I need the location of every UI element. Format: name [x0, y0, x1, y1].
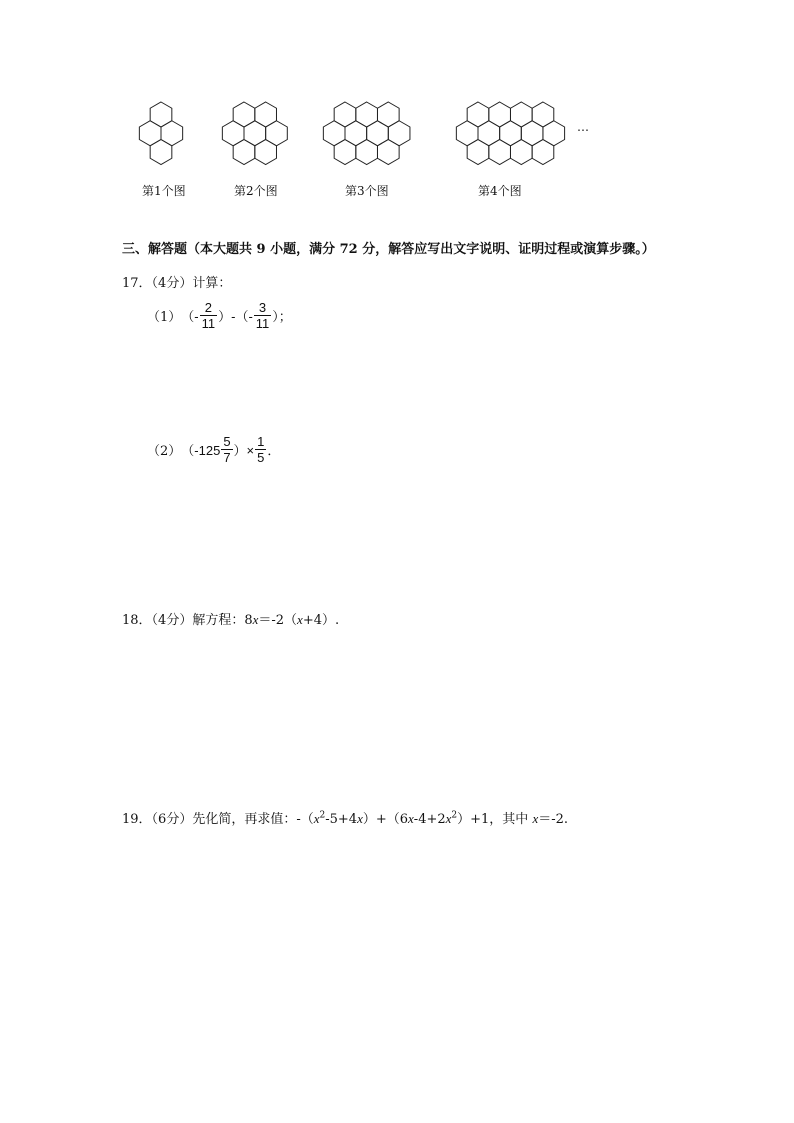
denominator: 5: [257, 450, 265, 465]
numerator: 1: [257, 434, 265, 449]
variable-x: x: [408, 811, 414, 826]
hexagon-fig2-middle: [266, 121, 288, 146]
hexagon-fig3-bottom: [356, 140, 378, 165]
operator-text: ）-（-: [218, 309, 253, 324]
question-19: [122, 808, 568, 827]
period: ．: [267, 444, 281, 459]
question-17-part-1: [147, 300, 292, 331]
denominator: 11: [201, 316, 216, 331]
variable-x: x: [532, 811, 539, 826]
question-18: [122, 609, 339, 628]
denominator: 11: [255, 316, 270, 331]
hexagon-fig4-middle: [500, 121, 522, 146]
hexagon-fig3-top: [356, 102, 378, 127]
denominator: 7: [223, 450, 231, 465]
figure-caption-2: 第2个图: [234, 184, 278, 198]
hexagon-fig3-top: [334, 102, 356, 127]
exponent: 2: [451, 810, 458, 821]
variable-x: x: [357, 811, 363, 826]
hexagon-figures: [0, 96, 794, 176]
equation-part: +4）.: [302, 613, 340, 628]
mixed-number-whole: （-125: [181, 443, 221, 458]
hexagon-fig3-middle: [367, 121, 389, 146]
paren-open: （-: [181, 309, 199, 324]
hexagon-fig4-top: [532, 102, 554, 127]
hexagon-fig4-middle: [521, 121, 543, 146]
hexagon-fig4-middle: [456, 121, 478, 146]
hexagon-fig4-bottom: [532, 140, 554, 165]
figure-caption-4: 第4个图: [478, 184, 522, 198]
hexagon-fig4-top: [510, 102, 532, 127]
numerator: 5: [223, 434, 231, 449]
variable-x: x: [297, 612, 303, 627]
hexagon-fig1-middle: [139, 121, 161, 146]
variable-x: x: [313, 811, 320, 826]
hexagon-fig4-bottom: [489, 140, 511, 165]
hexagon-fig3-top: [377, 102, 399, 127]
figure-caption-1: 第1个图: [142, 184, 186, 198]
hexagon-fig3-middle: [345, 121, 367, 146]
section-title: 三、解答题（本大题共 9 小题，满分 72 分，解答应写出文字说明、证明过程或演算步骤。）: [122, 242, 655, 257]
expr-part: ）+（6: [362, 812, 409, 827]
hexagon-fig1-top: [150, 102, 172, 127]
expr-part: ）+1，其中: [457, 812, 533, 827]
hexagon-fig2-bottom: [233, 140, 255, 165]
question-17-heading: 17．（4分）计算：: [122, 276, 232, 291]
hexagon-fig4-top: [489, 102, 511, 127]
question-17-part-2: [147, 434, 280, 465]
part-label: （1）: [147, 310, 182, 325]
hexagon-fig4-top: [467, 102, 489, 127]
hexagon-fig3-middle: [323, 121, 345, 146]
question-18-head: 18．（4分）解方程：8: [122, 613, 253, 628]
hexagon-fig1-middle: [161, 121, 183, 146]
paren-close: ）；: [272, 309, 292, 324]
hexagon-fig3-middle: [388, 121, 410, 146]
hexagon-fig2-top: [255, 102, 277, 127]
hexagon-fig3-bottom: [334, 140, 356, 165]
hexagon-fig1-bottom: [150, 140, 172, 165]
hexagon-pattern-figure: [0, 96, 794, 206]
variable-x: x: [252, 612, 259, 627]
hexagon-fig4-bottom: [467, 140, 489, 165]
operator-text: ）×: [233, 443, 255, 458]
hexagon-fig2-top: [233, 102, 255, 127]
hexagon-fig4-bottom: [510, 140, 532, 165]
fraction-1: [221, 434, 232, 465]
numerator: 2: [204, 300, 212, 315]
hexagon-fig4-middle: [478, 121, 500, 146]
equation-part: ＝-2（: [258, 613, 298, 628]
expr-part: ＝-2.: [538, 812, 569, 827]
numerator: 3: [258, 300, 267, 315]
part-label: （2）: [147, 444, 182, 459]
expr-part: -4+2: [413, 812, 446, 827]
hexagon-fig2-middle: [222, 121, 244, 146]
variable-x: x: [445, 811, 452, 826]
hexagon-fig4-middle: [543, 121, 565, 146]
figure-ellipsis: …: [577, 120, 589, 134]
hexagon-fig2-bottom: [255, 140, 277, 165]
fraction-2: [255, 434, 266, 465]
exponent: 2: [319, 810, 326, 821]
hexagon-fig3-bottom: [377, 140, 399, 165]
question-19-head: 19．（6分）先化简，再求值：-（: [122, 812, 314, 827]
hexagon-fig2-middle: [244, 121, 266, 146]
figure-caption-3: 第3个图: [345, 184, 389, 198]
fraction-2: [254, 300, 272, 331]
fraction-1: [200, 300, 218, 331]
expr-part: -5+4: [325, 812, 358, 827]
